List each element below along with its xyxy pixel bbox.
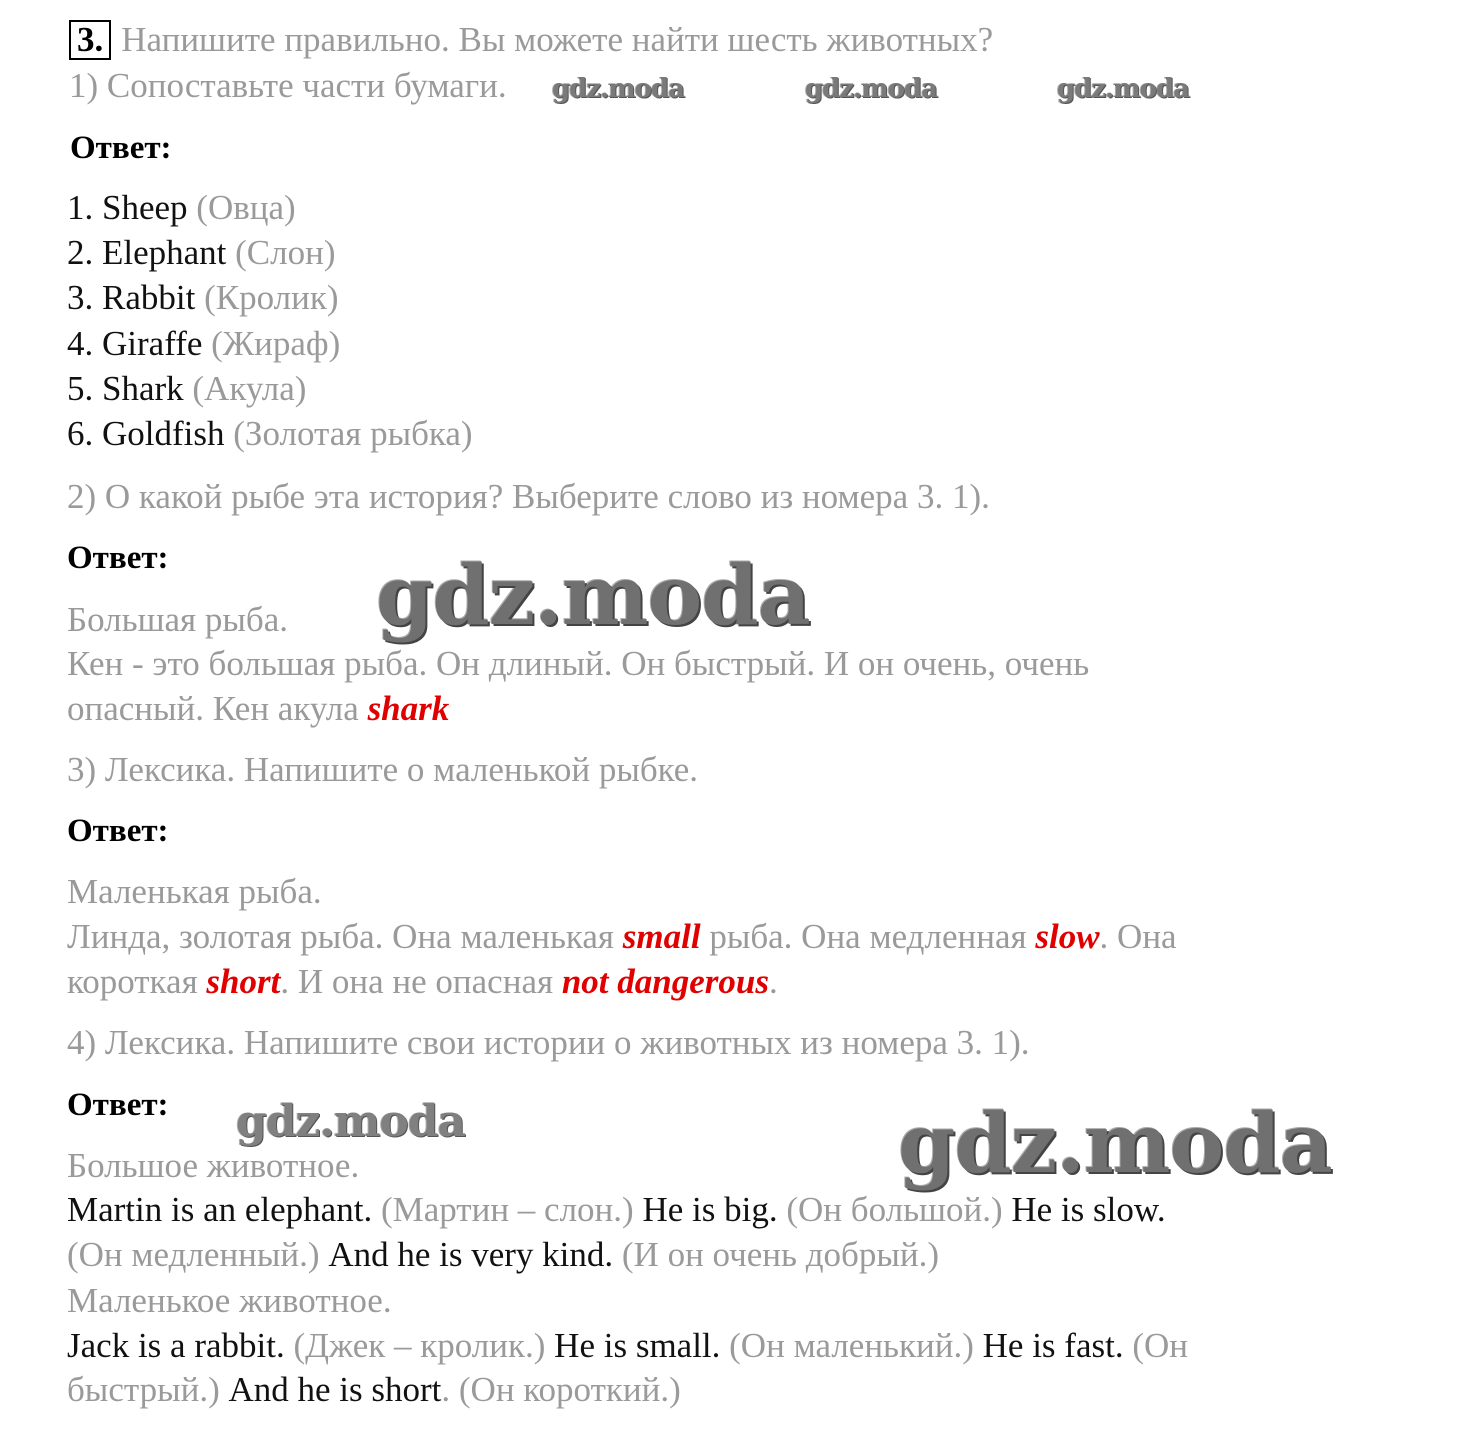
list-item: [67, 322, 340, 366]
text-en: Jack is a rabbit.: [67, 1326, 285, 1365]
item-ru: (Золотая рыбка): [233, 414, 473, 453]
task-title: Напишите правильно. Вы можете найти шесть животных?: [121, 20, 994, 59]
part3-line1: [67, 915, 1177, 959]
list-item: [67, 412, 473, 456]
text-en: He is fast.: [982, 1326, 1124, 1365]
answer-word: small: [622, 917, 701, 956]
text: .: [769, 962, 778, 1001]
watermark-logo: gdz.moda: [1057, 74, 1190, 104]
text-ru: (Он маленький.): [729, 1326, 974, 1365]
list-item: [67, 186, 296, 230]
item-ru: (Кролик): [204, 278, 339, 317]
text: . Она: [1099, 917, 1177, 956]
part4-prompt: 4) Лексика. Напишите свои истории о животных из номера 3. 1).: [67, 1023, 1030, 1062]
text: короткая: [67, 962, 198, 1001]
text-en: He is slow.: [1011, 1190, 1166, 1229]
text-en: Martin is an elephant.: [67, 1190, 373, 1229]
watermark-logo: gdz.moda: [805, 74, 938, 104]
list-item: [67, 231, 336, 275]
answer-word: short: [206, 962, 281, 1001]
part2-answer-label: Ответ:: [67, 540, 169, 576]
list-item: [67, 276, 338, 320]
text-en: And he is short: [228, 1370, 442, 1409]
answer-word: not dangerous: [561, 962, 769, 1001]
part4-line2: [67, 1233, 939, 1277]
text-en: He is small.: [554, 1326, 721, 1365]
part3-line2: [67, 960, 778, 1004]
item-en: 1. Sheep: [67, 188, 188, 227]
item-en: 3. Rabbit: [67, 278, 196, 317]
task-header: [69, 18, 993, 62]
part2-prompt: 2) О какой рыбе эта история? Выберите слово из номера 3. 1).: [67, 477, 990, 516]
item-en: 6. Goldfish: [67, 414, 225, 453]
text-ru: (Он большой.): [786, 1190, 1003, 1229]
text-ru: (И он очень добрый.): [621, 1235, 939, 1274]
part2-heading: Большая рыба.: [67, 600, 289, 639]
item-en: 2. Elephant: [67, 233, 227, 272]
list-item: [67, 367, 306, 411]
text-ru: (Он медленный.): [67, 1235, 320, 1274]
part3-heading: Маленькая рыба.: [67, 872, 322, 911]
watermark-logo: gdz.moda: [236, 1096, 466, 1147]
item-en: 4. Giraffe: [67, 324, 203, 363]
part2-line2-text: опасный. Кен акула: [67, 689, 359, 728]
text-en: He is big.: [642, 1190, 778, 1229]
part1-prompt: 1) Сопоставьте части бумаги.: [69, 66, 507, 105]
text: .: [441, 1370, 451, 1409]
watermark-logo: gdz.moda: [552, 74, 685, 104]
item-ru: (Овца): [196, 188, 296, 227]
text: Линда, золотая рыба. Она маленькая: [67, 917, 615, 956]
part4-line1: [67, 1188, 1166, 1232]
part2-line1: Кен - это большая рыба. Он длиный. Он быстрый. И он очень, очень: [67, 644, 1090, 683]
item-ru: (Акула): [192, 369, 307, 408]
part2-line2: [67, 687, 449, 731]
part1-answer-label: Ответ:: [70, 130, 172, 166]
text-ru: (Он: [1132, 1326, 1189, 1365]
part4-heading2: Маленькое животное.: [67, 1281, 392, 1320]
answer-word: shark: [367, 689, 450, 728]
part4-heading1: Большое животное.: [67, 1146, 360, 1185]
watermark-logo: gdz.moda: [376, 548, 810, 644]
task-number: 3.: [69, 20, 111, 60]
item-ru: (Слон): [235, 233, 336, 272]
text: рыба. Она медленная: [709, 917, 1027, 956]
text-ru: быстрый.): [67, 1370, 220, 1409]
text-ru: (Джек – кролик.): [293, 1326, 546, 1365]
text-en: And he is very kind.: [328, 1235, 614, 1274]
text-ru: (Мартин – слон.): [380, 1190, 634, 1229]
answer-word: slow: [1035, 917, 1100, 956]
part3-answer-label: Ответ:: [67, 813, 169, 849]
text: . И она не опасная: [280, 962, 554, 1001]
watermark-logo: gdz.moda: [898, 1096, 1332, 1192]
part4-line4: [67, 1368, 681, 1412]
part4-answer-label: Ответ:: [67, 1087, 169, 1123]
item-ru: (Жираф): [211, 324, 341, 363]
text-ru: (Он короткий.): [458, 1370, 681, 1409]
part4-line3: [67, 1324, 1188, 1368]
item-en: 5. Shark: [67, 369, 184, 408]
part3-prompt: 3) Лексика. Напишите о маленькой рыбке.: [67, 750, 699, 789]
